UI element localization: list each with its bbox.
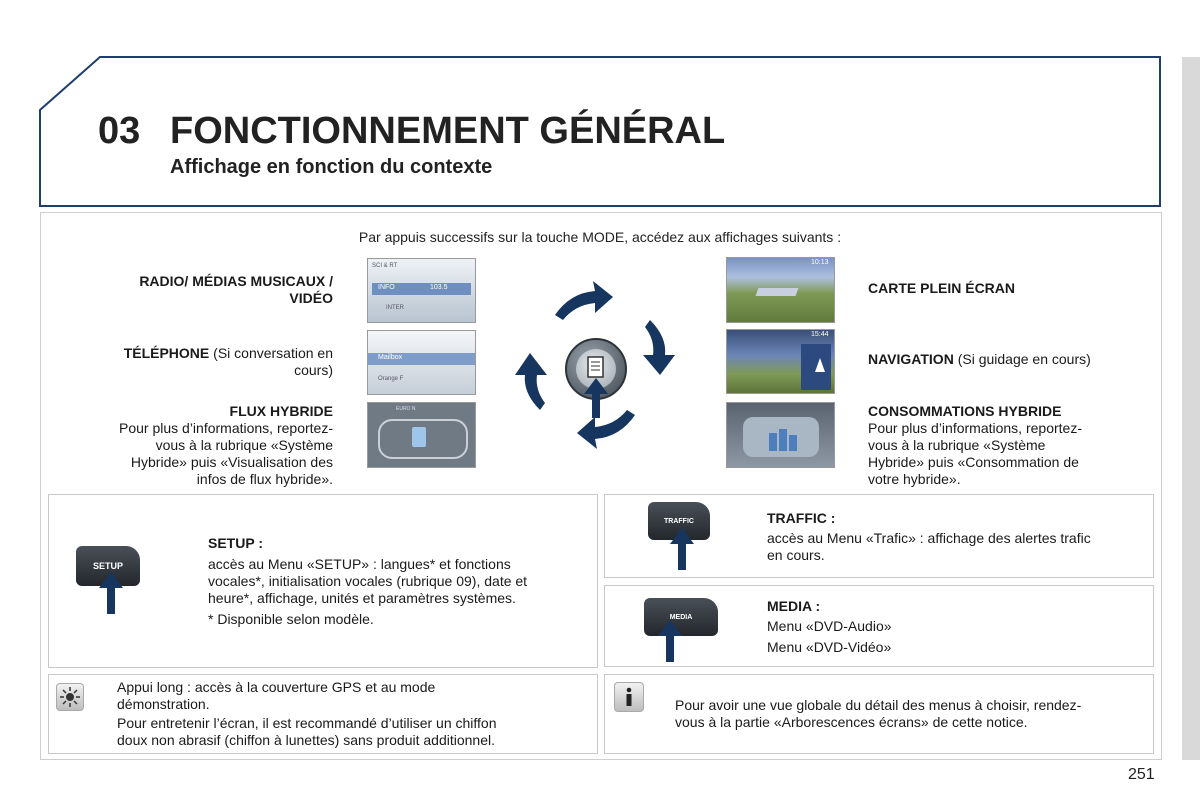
tip-text-cleaning: Pour entretenir l’écran, il est recommandé d’utiliser un chiffon doux non abrasif (chiffon à lunettes) sans produit additionnel. — [117, 715, 497, 748]
chapter-number: 03 — [98, 110, 141, 152]
press-arrow-media-icon — [656, 620, 684, 662]
setup-footnote: * Disponible selon modèle. — [208, 611, 374, 627]
setup-text: accès au Menu «SETUP» : langues* et fonctions vocales*, initialisation vocales (rubrique 09), date et heure*, affichage, unités et paramètres systèmes. — [208, 556, 528, 606]
media-key[interactable]: MEDIA — [644, 598, 718, 636]
cycle-arrow-top-icon — [555, 281, 613, 320]
radio-screen-thumb: SCI & RT INFO 103.5 INTER — [367, 258, 476, 323]
consumption-screen-thumb — [726, 402, 835, 468]
press-arrow-mode-icon — [582, 378, 610, 418]
intro-text: Par appuis successifs sur la touche MODE, accédez aux affichages suivants : — [358, 229, 842, 245]
traffic-text: accès au Menu «Trafic» : affichage des alertes trafic en cours. — [767, 530, 1091, 563]
phone-screen-thumb: Mailbox Orange F — [367, 330, 476, 395]
info-text: Pour avoir une vue globale du détail des menus à choisir, rendez- vous à la partie «Arborescences écrans» de cette notice. — [675, 697, 1082, 730]
cycle-arrow-right-icon — [643, 320, 675, 375]
mode-phone-label: TÉLÉPHONE (Si conversation en cours) — [123, 345, 333, 378]
press-arrow-traffic-icon — [668, 528, 696, 570]
tip-icon-box — [56, 683, 84, 711]
chapter-title: FONCTIONNEMENT GÉNÉRAL — [170, 110, 726, 152]
full-map-screen-thumb: 10:13 — [726, 257, 835, 323]
media-title: MEDIA : — [767, 598, 821, 614]
chapter-subtitle: Affichage en fonction du contexte — [170, 156, 493, 178]
info-icon — [615, 683, 643, 711]
press-arrow-setup-icon — [97, 572, 125, 614]
tip-text: Appui long : accès à la couverture GPS et au mode démonstration. — [117, 679, 436, 712]
media-dvd-video: Menu «DVD-Vidéo» — [767, 639, 892, 655]
traffic-key[interactable]: TRAFFIC — [648, 502, 710, 540]
header-frame — [0, 0, 1200, 215]
mode-hybrid-consumption-label: CONSOMMATIONS HYBRIDE Pour plus d’informations, reportez- vous à la rubrique «Système Hybride» puis «Consommation de votre hybride». — [868, 403, 1082, 487]
sun-icon — [57, 684, 83, 710]
mode-full-map-label: CARTE PLEIN ÉCRAN — [868, 280, 1016, 296]
media-dvd-audio: Menu «DVD-Audio» — [767, 618, 892, 634]
cycle-arrow-left-icon — [515, 353, 547, 410]
info-icon-box — [614, 682, 644, 712]
navigation-screen-thumb: 15:44 — [726, 329, 835, 394]
setup-title: SETUP : — [208, 535, 263, 551]
mode-navigation-label: NAVIGATION (Si guidage en cours) — [868, 351, 1091, 367]
page-number: 251 — [1128, 766, 1155, 783]
hybrid-flow-screen-thumb: EURO N — [367, 402, 476, 468]
mode-radio-label: RADIO/ MÉDIAS MUSICAUX / VIDÉO — [139, 273, 333, 306]
mode-hybrid-flow-label: FLUX HYBRIDE Pour plus d’informations, reportez- vous à la rubrique «Système Hybride» puis «Visualisation des infos de flux hybride». — [119, 403, 333, 487]
setup-key[interactable]: SETUP — [76, 546, 140, 586]
traffic-title: TRAFFIC : — [767, 510, 836, 526]
